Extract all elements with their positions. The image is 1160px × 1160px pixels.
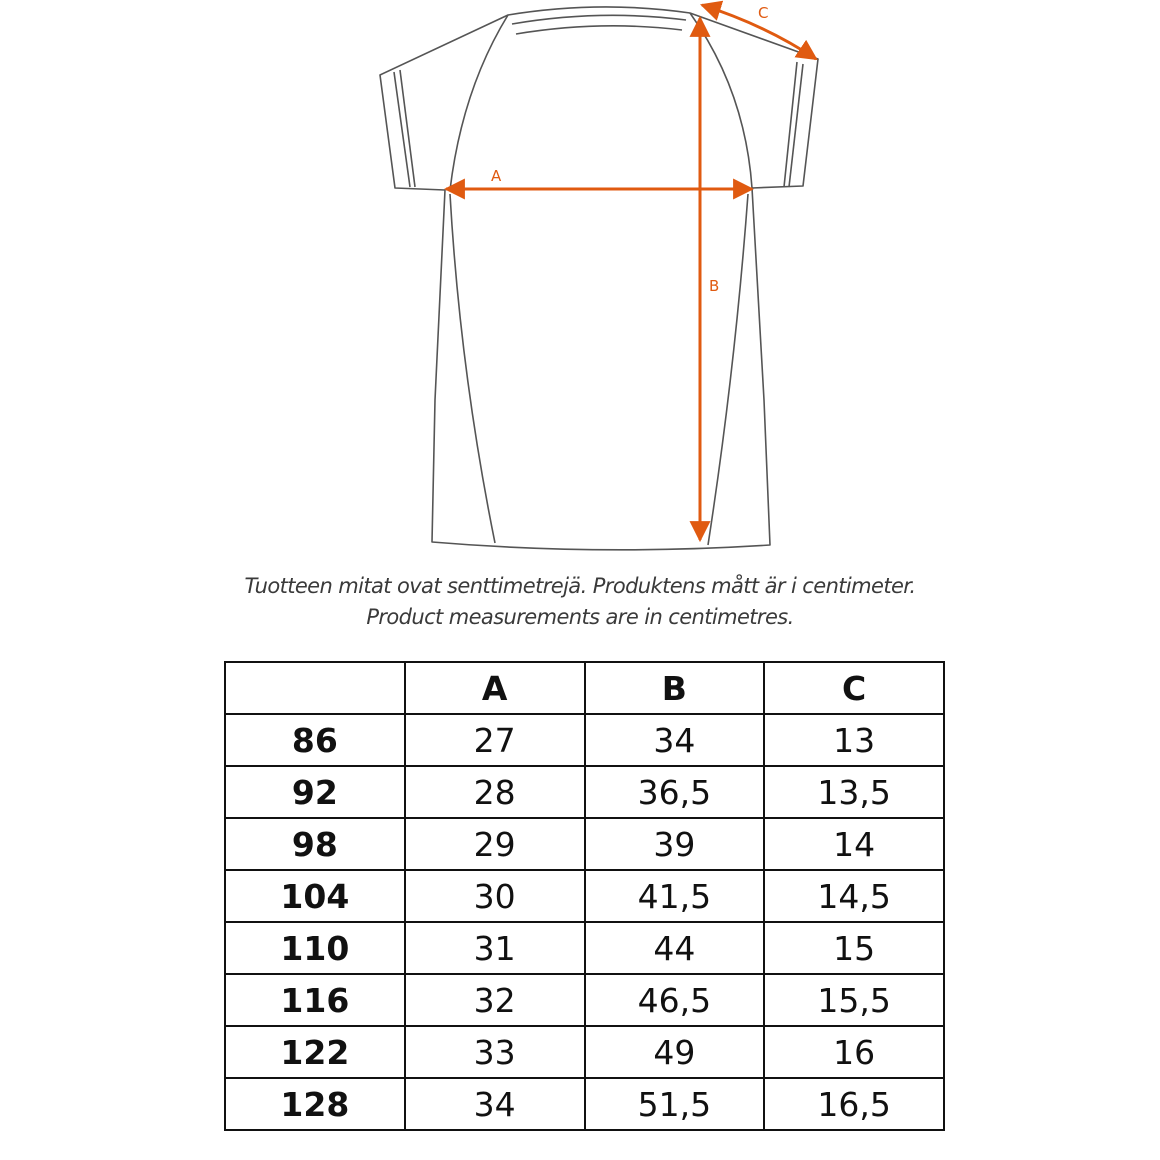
table-row: [225, 766, 944, 818]
c-cell: 13: [764, 714, 944, 766]
tshirt-outline: [380, 7, 818, 550]
table-row: [225, 1026, 944, 1078]
c-cell: 16: [764, 1026, 944, 1078]
a-cell: 32: [405, 974, 585, 1026]
size-cell: 110: [225, 922, 405, 974]
measurement-note-fi-sv: Tuotteen mitat ovat senttimetrejä. Produktens mått är i centimeter.: [244, 574, 916, 598]
size-cell: 86: [225, 714, 405, 766]
table-row: [225, 870, 944, 922]
size-cell: 128: [225, 1078, 405, 1130]
size-cell: 98: [225, 818, 405, 870]
a-cell: 30: [405, 870, 585, 922]
b-cell: 41,5: [585, 870, 765, 922]
b-cell: 46,5: [585, 974, 765, 1026]
header-c: C: [764, 662, 944, 714]
b-cell: 39: [585, 818, 765, 870]
measurement-note-en: Product measurements are in centimetres.: [366, 605, 794, 629]
c-cell: 14,5: [764, 870, 944, 922]
c-cell: 15: [764, 922, 944, 974]
b-cell: 49: [585, 1026, 765, 1078]
table-row: [225, 714, 944, 766]
table-row: [225, 1078, 944, 1130]
header-size: [225, 662, 405, 714]
a-cell: 29: [405, 818, 585, 870]
measure-c-label: C: [758, 4, 769, 22]
b-cell: 44: [585, 922, 765, 974]
measurement-arrows: [446, 5, 816, 540]
size-rows: [225, 714, 944, 1130]
header-a: A: [405, 662, 585, 714]
measure-b-label: B: [709, 277, 720, 295]
c-cell: 15,5: [764, 974, 944, 1026]
measure-a-label: A: [491, 167, 502, 185]
size-cell: 116: [225, 974, 405, 1026]
b-cell: 51,5: [585, 1078, 765, 1130]
a-cell: 33: [405, 1026, 585, 1078]
c-cell: 13,5: [764, 766, 944, 818]
tshirt-measurement-diagram: [0, 0, 1160, 560]
b-cell: 34: [585, 714, 765, 766]
a-cell: 34: [405, 1078, 585, 1130]
table-row: [225, 974, 944, 1026]
b-cell: 36,5: [585, 766, 765, 818]
table-row: [225, 818, 944, 870]
header-b: B: [585, 662, 765, 714]
table-header-row: [225, 662, 944, 714]
size-cell: 92: [225, 766, 405, 818]
c-cell: 16,5: [764, 1078, 944, 1130]
size-cell: 122: [225, 1026, 405, 1078]
table-row: [225, 922, 944, 974]
a-cell: 31: [405, 922, 585, 974]
size-chart-table: [224, 661, 945, 1131]
a-cell: 28: [405, 766, 585, 818]
a-cell: 27: [405, 714, 585, 766]
size-cell: 104: [225, 870, 405, 922]
c-cell: 14: [764, 818, 944, 870]
